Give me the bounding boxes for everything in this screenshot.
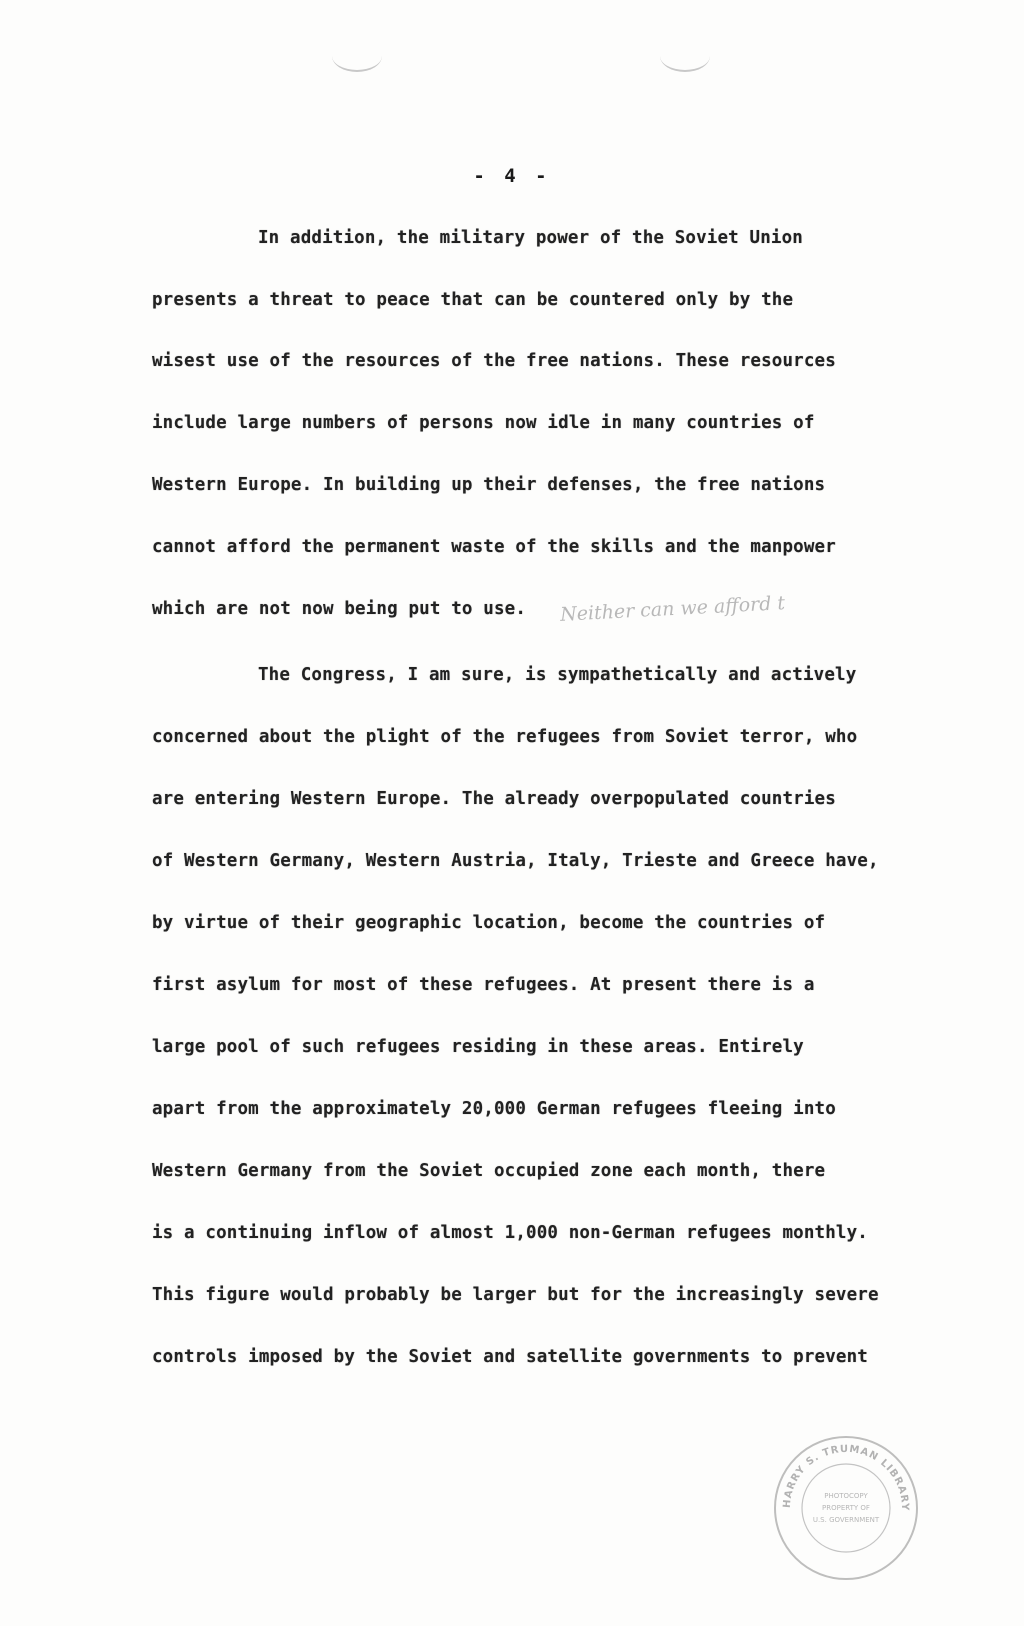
text-line: by virtue of their geographic location, become the countries of: [152, 913, 826, 933]
text-line: This figure would probably be larger but for the increasingly severe: [152, 1285, 879, 1305]
text-line: which are not now being put to use.: [152, 599, 527, 619]
stamp-graphic: [776, 1438, 916, 1578]
svg-text:HARRY S. TRUMAN LIBRARY: HARRY S. TRUMAN LIBRARY: [781, 1443, 911, 1512]
text-line: The Congress, I am sure, is sympathetically and actively: [258, 665, 857, 685]
text-line: is a continuing inflow of almost 1,000 non-German refugees monthly.: [152, 1223, 868, 1243]
text-line: first asylum for most of these refugees. At present there is a: [152, 975, 815, 995]
svg-text:U.S. GOVERNMENT: U.S. GOVERNMENT: [812, 1516, 880, 1524]
text-line: are entering Western Europe. The already overpopulated countries: [152, 789, 836, 809]
text-line: cannot afford the permanent waste of the skills and the manpower: [152, 537, 836, 557]
library-stamp: [774, 1436, 918, 1580]
svg-text:PROPERTY OF: PROPERTY OF: [822, 1504, 870, 1512]
text-line: concerned about the plight of the refugees from Soviet terror, who: [152, 727, 858, 747]
svg-text:PHOTOCOPY: PHOTOCOPY: [824, 1492, 868, 1500]
text-line: Western Europe. In building up their defenses, the free nations: [152, 475, 826, 495]
text-line: wisest use of the resources of the free nations. These resources: [152, 351, 836, 371]
text-line: include large numbers of persons now idle in many countries of: [152, 413, 815, 433]
page-number: - 4 -: [473, 165, 551, 187]
text-line: Western Germany from the Soviet occupied zone each month, there: [152, 1161, 826, 1181]
binding-mark-right: [660, 40, 710, 72]
text-line: apart from the approximately 20,000 German refugees fleeing into: [152, 1099, 836, 1119]
text-line: large pool of such refugees residing in these areas. Entirely: [152, 1037, 804, 1057]
handwritten-note: Neither can we afford t: [559, 592, 786, 626]
text-line: In addition, the military power of the Soviet Union: [258, 228, 803, 248]
text-line: presents a threat to peace that can be countered only by the: [152, 290, 794, 310]
text-line: controls imposed by the Soviet and satellite governments to prevent: [152, 1347, 868, 1367]
text-line: of Western Germany, Western Austria, Italy, Trieste and Greece have,: [152, 851, 879, 871]
binding-mark-left: [332, 40, 382, 72]
